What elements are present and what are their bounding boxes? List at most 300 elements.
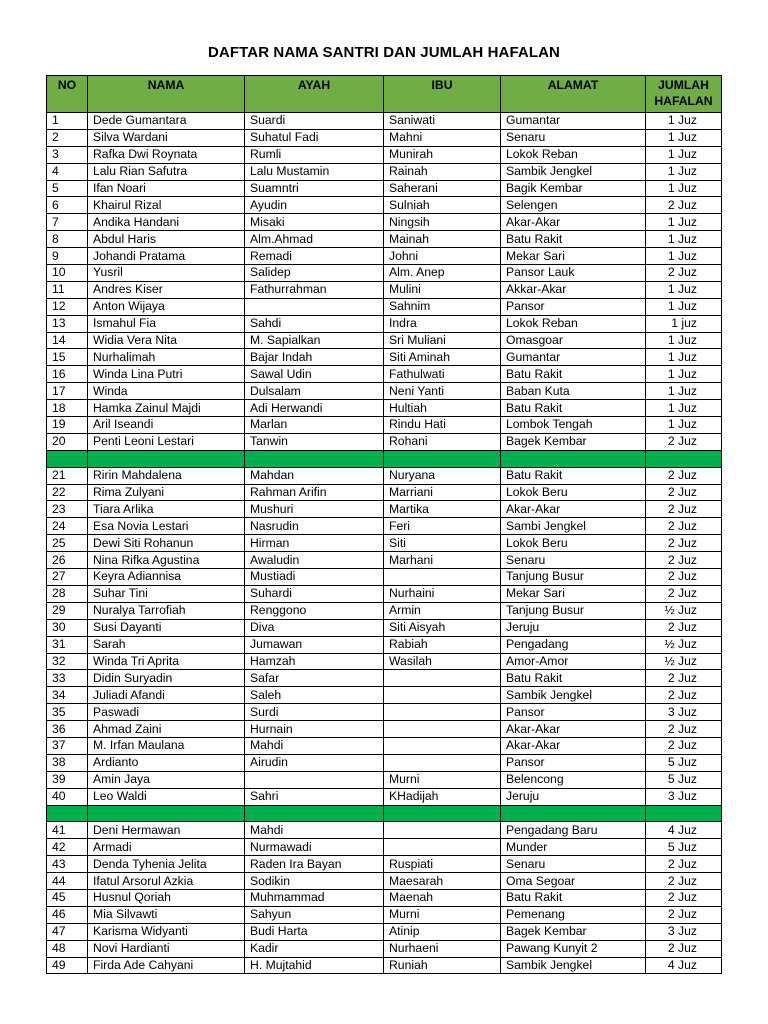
separator-cell	[501, 450, 646, 467]
table-row	[47, 619, 722, 636]
cell-ayah: Sodikin	[245, 873, 384, 890]
cell-ayah: Raden Ira Bayan	[245, 856, 384, 873]
cell-alamat: Bagik Kembar	[501, 180, 646, 197]
cell-nama: Dede Gumantara	[88, 113, 245, 130]
cell-jumlah-hafalan: 4 Juz	[646, 957, 722, 974]
table-row	[47, 146, 722, 163]
cell-ibu	[384, 670, 501, 687]
cell-ibu: Martika	[384, 501, 501, 518]
table-row	[47, 535, 722, 552]
cell-ayah: Alm.Ahmad	[245, 231, 384, 248]
cell-no: 39	[47, 771, 88, 788]
cell-ayah: Lalu Mustamin	[245, 163, 384, 180]
cell-alamat: Akar-Akar	[501, 737, 646, 754]
cell-ibu: Rainah	[384, 163, 501, 180]
cell-alamat: Lokok Beru	[501, 535, 646, 552]
cell-ibu: Marriani	[384, 484, 501, 501]
cell-ayah: Mahdan	[245, 467, 384, 484]
cell-alamat: Pengadang	[501, 636, 646, 653]
cell-alamat: Pansor Lauk	[501, 265, 646, 282]
cell-ibu	[384, 569, 501, 586]
table-row	[47, 923, 722, 940]
cell-ayah: Remadi	[245, 248, 384, 265]
cell-nama: Suhar Tini	[88, 585, 245, 602]
cell-alamat: Omasgoar	[501, 332, 646, 349]
table-row	[47, 721, 722, 738]
cell-jumlah-hafalan: 2 Juz	[646, 433, 722, 450]
table-row	[47, 315, 722, 332]
cell-alamat: Oma Segoar	[501, 873, 646, 890]
cell-alamat: Senaru	[501, 129, 646, 146]
cell-ibu: Rindu Hati	[384, 417, 501, 434]
cell-alamat: Pansor	[501, 298, 646, 315]
table-row	[47, 569, 722, 586]
cell-no: 25	[47, 535, 88, 552]
table-row	[47, 839, 722, 856]
cell-alamat: Sambi Jengkel	[501, 518, 646, 535]
cell-nama: Anton Wijaya	[88, 298, 245, 315]
cell-ayah: Sahdi	[245, 315, 384, 332]
table-row	[47, 197, 722, 214]
cell-no: 41	[47, 822, 88, 839]
cell-ibu	[384, 704, 501, 721]
cell-no: 38	[47, 754, 88, 771]
cell-no: 40	[47, 788, 88, 805]
cell-no: 7	[47, 214, 88, 231]
cell-jumlah-hafalan: 2 Juz	[646, 569, 722, 586]
cell-alamat: Gumantar	[501, 349, 646, 366]
cell-jumlah-hafalan: 5 Juz	[646, 754, 722, 771]
cell-no: 2	[47, 129, 88, 146]
cell-nama: Leo Waldi	[88, 788, 245, 805]
cell-jumlah-hafalan: 3 Juz	[646, 704, 722, 721]
cell-alamat: Akar-Akar	[501, 501, 646, 518]
table-row	[47, 484, 722, 501]
cell-no: 49	[47, 957, 88, 974]
cell-jumlah-hafalan: 5 Juz	[646, 839, 722, 856]
table-row	[47, 889, 722, 906]
cell-jumlah-hafalan: 1 Juz	[646, 349, 722, 366]
cell-ibu: Mahni	[384, 129, 501, 146]
cell-ayah: Nurmawadi	[245, 839, 384, 856]
cell-ibu: Rabiah	[384, 636, 501, 653]
cell-ibu	[384, 839, 501, 856]
cell-nama: Widia Vera Nita	[88, 332, 245, 349]
table-row	[47, 163, 722, 180]
cell-nama: Husnul Qoriah	[88, 889, 245, 906]
cell-alamat: Bagek Kembar	[501, 433, 646, 450]
cell-alamat: Senaru	[501, 856, 646, 873]
cell-ibu	[384, 737, 501, 754]
cell-jumlah-hafalan: 3 Juz	[646, 788, 722, 805]
table-row	[47, 552, 722, 569]
cell-ayah: Airudin	[245, 754, 384, 771]
cell-alamat: Jeruju	[501, 619, 646, 636]
cell-no: 33	[47, 670, 88, 687]
cell-nama: Nina Rifka Agustina	[88, 552, 245, 569]
table-row	[47, 231, 722, 248]
cell-alamat: Munder	[501, 839, 646, 856]
cell-ayah: Awaludin	[245, 552, 384, 569]
table-row	[47, 653, 722, 670]
cell-alamat: Selengen	[501, 197, 646, 214]
cell-no: 14	[47, 332, 88, 349]
cell-alamat: Mekar Sari	[501, 248, 646, 265]
cell-jumlah-hafalan: ½ Juz	[646, 653, 722, 670]
table-row	[47, 417, 722, 434]
cell-ibu: Murni	[384, 771, 501, 788]
cell-jumlah-hafalan: ½ Juz	[646, 636, 722, 653]
cell-nama: Silva Wardani	[88, 129, 245, 146]
cell-ibu	[384, 687, 501, 704]
cell-no: 16	[47, 366, 88, 383]
cell-no: 26	[47, 552, 88, 569]
cell-alamat: Batu Rakit	[501, 231, 646, 248]
table-row	[47, 467, 722, 484]
table-row	[47, 636, 722, 653]
cell-ibu: Siti	[384, 535, 501, 552]
cell-ibu	[384, 822, 501, 839]
cell-ibu: Armin	[384, 602, 501, 619]
separator-cell	[384, 805, 501, 822]
cell-nama: Johandi Pratama	[88, 248, 245, 265]
separator-cell	[245, 805, 384, 822]
cell-jumlah-hafalan: 2 Juz	[646, 889, 722, 906]
cell-no: 32	[47, 653, 88, 670]
cell-jumlah-hafalan: 2 Juz	[646, 670, 722, 687]
cell-no: 22	[47, 484, 88, 501]
cell-jumlah-hafalan: 1 Juz	[646, 248, 722, 265]
cell-nama: Tiara Arlika	[88, 501, 245, 518]
table-row	[47, 113, 722, 130]
cell-jumlah-hafalan: 1 Juz	[646, 332, 722, 349]
table-row	[47, 281, 722, 298]
cell-ayah: Misaki	[245, 214, 384, 231]
cell-jumlah-hafalan: 1 Juz	[646, 298, 722, 315]
cell-jumlah-hafalan: 1 Juz	[646, 129, 722, 146]
cell-alamat: Lokok Reban	[501, 146, 646, 163]
cell-jumlah-hafalan: 2 Juz	[646, 906, 722, 923]
table-row	[47, 704, 722, 721]
cell-alamat: Pengadang Baru	[501, 822, 646, 839]
cell-ayah: Ayudin	[245, 197, 384, 214]
cell-no: 19	[47, 417, 88, 434]
cell-alamat: Akkar-Akar	[501, 281, 646, 298]
cell-no: 35	[47, 704, 88, 721]
cell-no: 42	[47, 839, 88, 856]
table-row	[47, 248, 722, 265]
cell-alamat: Baban Kuta	[501, 383, 646, 400]
cell-ayah: Safar	[245, 670, 384, 687]
cell-ayah: Tanwin	[245, 433, 384, 450]
table-row	[47, 873, 722, 890]
table-row	[47, 180, 722, 197]
cell-ayah: Mahdi	[245, 822, 384, 839]
cell-alamat: Sambik Jengkel	[501, 163, 646, 180]
cell-no: 4	[47, 163, 88, 180]
cell-ibu: Maesarah	[384, 873, 501, 890]
cell-nama: Penti Leoni Lestari	[88, 433, 245, 450]
cell-jumlah-hafalan: 1 Juz	[646, 383, 722, 400]
cell-jumlah-hafalan: 1 Juz	[646, 146, 722, 163]
cell-ibu: Saherani	[384, 180, 501, 197]
cell-alamat: Bagek Kembar	[501, 923, 646, 940]
cell-no: 21	[47, 467, 88, 484]
table-row	[47, 670, 722, 687]
cell-ayah: H. Mujtahid	[245, 957, 384, 974]
cell-nama: Lalu Rian Safutra	[88, 163, 245, 180]
cell-nama: Khairul Rizal	[88, 197, 245, 214]
cell-jumlah-hafalan: 5 Juz	[646, 771, 722, 788]
cell-ibu: Mainah	[384, 231, 501, 248]
cell-alamat: Belencong	[501, 771, 646, 788]
cell-nama: Armadi	[88, 839, 245, 856]
cell-no: 20	[47, 433, 88, 450]
group-separator-row	[47, 450, 722, 467]
separator-cell	[501, 805, 646, 822]
cell-ibu	[384, 721, 501, 738]
cell-ayah: Muhmammad	[245, 889, 384, 906]
cell-no: 24	[47, 518, 88, 535]
cell-alamat: Sambik Jengkel	[501, 957, 646, 974]
cell-nama: Hamka Zainul Majdi	[88, 400, 245, 417]
cell-no: 29	[47, 602, 88, 619]
cell-ibu: Nuryana	[384, 467, 501, 484]
cell-ibu: Munirah	[384, 146, 501, 163]
column-header-ibu: IBU	[384, 76, 501, 113]
cell-ibu: Marhani	[384, 552, 501, 569]
cell-ibu: Murni	[384, 906, 501, 923]
cell-ibu: Fathulwati	[384, 366, 501, 383]
cell-no: 23	[47, 501, 88, 518]
cell-alamat: Akar-Akar	[501, 214, 646, 231]
cell-ayah: Diva	[245, 619, 384, 636]
table-row	[47, 957, 722, 974]
cell-nama: Abdul Haris	[88, 231, 245, 248]
cell-no: 15	[47, 349, 88, 366]
cell-ibu: Johni	[384, 248, 501, 265]
cell-alamat: Batu Rakit	[501, 366, 646, 383]
cell-ayah: Suhardi	[245, 585, 384, 602]
cell-alamat: Batu Rakit	[501, 889, 646, 906]
cell-alamat: Pemenang	[501, 906, 646, 923]
cell-alamat: Sambik Jengkel	[501, 687, 646, 704]
cell-alamat: Mekar Sari	[501, 585, 646, 602]
cell-no: 31	[47, 636, 88, 653]
cell-ayah: Fathurrahman	[245, 281, 384, 298]
cell-no: 27	[47, 569, 88, 586]
cell-nama: Dewi Siti Rohanun	[88, 535, 245, 552]
cell-ayah: Surdi	[245, 704, 384, 721]
cell-ibu: Nurhaini	[384, 585, 501, 602]
table-row	[47, 433, 722, 450]
column-header-no: NO	[47, 76, 88, 113]
cell-no: 11	[47, 281, 88, 298]
cell-ayah: Kadir	[245, 940, 384, 957]
cell-no: 28	[47, 585, 88, 602]
cell-ayah: Bajar Indah	[245, 349, 384, 366]
cell-ayah: Nasrudin	[245, 518, 384, 535]
cell-nama: Paswadi	[88, 704, 245, 721]
cell-jumlah-hafalan: 2 Juz	[646, 619, 722, 636]
cell-alamat: Tanjung Busur	[501, 569, 646, 586]
cell-nama: Denda Tyhenia Jelita	[88, 856, 245, 873]
cell-no: 34	[47, 687, 88, 704]
table-row	[47, 906, 722, 923]
cell-ibu: Mulini	[384, 281, 501, 298]
cell-ayah	[245, 771, 384, 788]
cell-alamat: Batu Rakit	[501, 670, 646, 687]
cell-nama: Keyra Adiannisa	[88, 569, 245, 586]
table-row	[47, 349, 722, 366]
cell-nama: Aril Iseandi	[88, 417, 245, 434]
cell-ibu: Indra	[384, 315, 501, 332]
cell-ayah: Saleh	[245, 687, 384, 704]
cell-no: 10	[47, 265, 88, 282]
cell-jumlah-hafalan: 3 Juz	[646, 923, 722, 940]
cell-alamat: Gumantar	[501, 113, 646, 130]
cell-ibu: Rohani	[384, 433, 501, 450]
cell-jumlah-hafalan: 1 juz	[646, 315, 722, 332]
cell-jumlah-hafalan: 2 Juz	[646, 467, 722, 484]
cell-nama: Winda Tri Aprita	[88, 653, 245, 670]
cell-no: 30	[47, 619, 88, 636]
cell-no: 1	[47, 113, 88, 130]
cell-ibu: Ningsih	[384, 214, 501, 231]
column-header-jumlah-hafalan: JUMLAH HAFALAN	[646, 76, 722, 113]
cell-ayah: Mahdi	[245, 737, 384, 754]
cell-ibu: Wasilah	[384, 653, 501, 670]
table-row	[47, 332, 722, 349]
separator-cell	[646, 805, 722, 822]
cell-ibu: Siti Aisyah	[384, 619, 501, 636]
cell-jumlah-hafalan: 2 Juz	[646, 940, 722, 957]
table-row	[47, 366, 722, 383]
cell-jumlah-hafalan: 1 Juz	[646, 180, 722, 197]
cell-nama: Ririn Mahdalena	[88, 467, 245, 484]
table-row	[47, 585, 722, 602]
cell-no: 47	[47, 923, 88, 940]
cell-jumlah-hafalan: 2 Juz	[646, 737, 722, 754]
cell-jumlah-hafalan: 1 Juz	[646, 400, 722, 417]
separator-cell	[646, 450, 722, 467]
separator-cell	[88, 805, 245, 822]
cell-ibu	[384, 754, 501, 771]
cell-jumlah-hafalan: 4 Juz	[646, 822, 722, 839]
cell-ibu: Atinip	[384, 923, 501, 940]
cell-nama: Mia Silvawti	[88, 906, 245, 923]
cell-ayah: Jumawan	[245, 636, 384, 653]
table-row	[47, 383, 722, 400]
table-row	[47, 265, 722, 282]
cell-ibu: Hultiah	[384, 400, 501, 417]
cell-nama: Deni Hermawan	[88, 822, 245, 839]
cell-alamat: Lokok Beru	[501, 484, 646, 501]
santri-table	[46, 75, 722, 974]
cell-nama: Esa Novia Lestari	[88, 518, 245, 535]
cell-nama: M. Irfan Maulana	[88, 737, 245, 754]
cell-alamat: Pawang Kunyit 2	[501, 940, 646, 957]
cell-no: 45	[47, 889, 88, 906]
cell-jumlah-hafalan: 1 Juz	[646, 214, 722, 231]
cell-jumlah-hafalan: 1 Juz	[646, 113, 722, 130]
cell-ayah: Suardi	[245, 113, 384, 130]
cell-nama: Karisma Widyanti	[88, 923, 245, 940]
cell-no: 6	[47, 197, 88, 214]
cell-alamat: Lombok Tengah	[501, 417, 646, 434]
cell-nama: Sarah	[88, 636, 245, 653]
cell-nama: Winda Lina Putri	[88, 366, 245, 383]
cell-jumlah-hafalan: 1 Juz	[646, 163, 722, 180]
cell-nama: Susi Dayanti	[88, 619, 245, 636]
cell-nama: Ifatul Arsorul Azkia	[88, 873, 245, 890]
cell-jumlah-hafalan: 2 Juz	[646, 856, 722, 873]
cell-no: 5	[47, 180, 88, 197]
cell-ayah: Salidep	[245, 265, 384, 282]
cell-nama: Andika Handani	[88, 214, 245, 231]
cell-ayah: Hurnain	[245, 721, 384, 738]
cell-alamat: Lokok Reban	[501, 315, 646, 332]
cell-no: 36	[47, 721, 88, 738]
separator-cell	[88, 450, 245, 467]
separator-cell	[47, 805, 88, 822]
cell-ayah: M. Sapialkan	[245, 332, 384, 349]
cell-jumlah-hafalan: 2 Juz	[646, 501, 722, 518]
cell-ayah: Adi Herwandi	[245, 400, 384, 417]
table-header-row	[47, 76, 722, 113]
cell-nama: Ifan Noari	[88, 180, 245, 197]
document-title: DAFTAR NAMA SANTRI DAN JUMLAH HAFALAN	[207, 44, 560, 61]
cell-ayah: Sawal Udin	[245, 366, 384, 383]
cell-ibu: Sri Muliani	[384, 332, 501, 349]
cell-nama: Rafka Dwi Roynata	[88, 146, 245, 163]
cell-nama: Ardianto	[88, 754, 245, 771]
table-row	[47, 602, 722, 619]
table-row	[47, 856, 722, 873]
cell-no: 12	[47, 298, 88, 315]
cell-ibu: Feri	[384, 518, 501, 535]
separator-cell	[384, 450, 501, 467]
cell-ibu: Sulniah	[384, 197, 501, 214]
cell-nama: Andres Kiser	[88, 281, 245, 298]
separator-cell	[245, 450, 384, 467]
cell-ayah: Renggono	[245, 602, 384, 619]
cell-no: 18	[47, 400, 88, 417]
cell-no: 37	[47, 737, 88, 754]
cell-no: 43	[47, 856, 88, 873]
table-row	[47, 501, 722, 518]
cell-ayah: Mushuri	[245, 501, 384, 518]
cell-no: 48	[47, 940, 88, 957]
cell-ibu: Maenah	[384, 889, 501, 906]
cell-jumlah-hafalan: 2 Juz	[646, 585, 722, 602]
cell-nama: Juliadi Afandi	[88, 687, 245, 704]
cell-no: 9	[47, 248, 88, 265]
table-row	[47, 754, 722, 771]
cell-alamat: Tanjung Busur	[501, 602, 646, 619]
cell-no: 13	[47, 315, 88, 332]
cell-nama: Didin Suryadin	[88, 670, 245, 687]
cell-ayah: Suhatul Fadi	[245, 129, 384, 146]
cell-alamat: Senaru	[501, 552, 646, 569]
cell-nama: Nuralya Tarrofiah	[88, 602, 245, 619]
cell-ayah: Marlan	[245, 417, 384, 434]
cell-jumlah-hafalan: 2 Juz	[646, 721, 722, 738]
cell-alamat: Pansor	[501, 754, 646, 771]
cell-nama: Firda Ade Cahyani	[88, 957, 245, 974]
table-body	[47, 113, 722, 974]
cell-jumlah-hafalan: 2 Juz	[646, 484, 722, 501]
